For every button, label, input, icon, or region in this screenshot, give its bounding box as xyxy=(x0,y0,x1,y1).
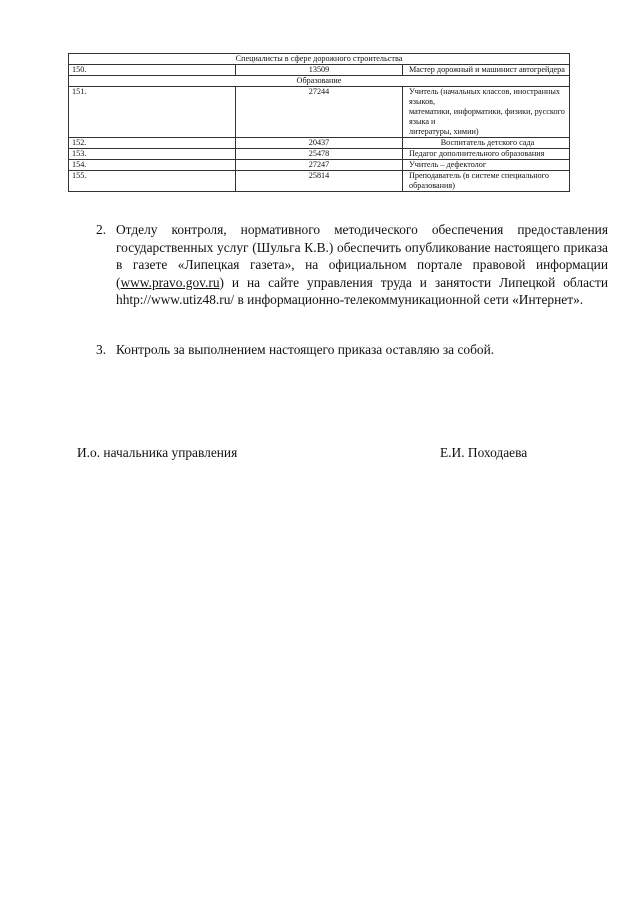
item-text xyxy=(116,221,608,309)
table-section-header xyxy=(69,54,570,65)
row-number: 151. xyxy=(69,87,236,138)
row-number: 154. xyxy=(69,160,236,171)
row-profession: Преподаватель (в системе специального образования) xyxy=(403,171,570,192)
row-number: 153. xyxy=(69,149,236,160)
profession-line: математики, информатики, физики, русского языка и xyxy=(409,107,565,126)
row-number: 152. xyxy=(69,138,236,149)
row-profession: Педагог дополнительного образования xyxy=(403,149,570,160)
item-number: 2. xyxy=(96,222,107,237)
section-title: Образование xyxy=(69,76,570,87)
professions-table xyxy=(68,53,570,192)
row-number: 155. xyxy=(69,171,236,192)
row-profession: Воспитатель детского сада xyxy=(403,138,570,149)
row-code: 27247 xyxy=(236,160,403,171)
item-text-part: ) и на сайте управления труда и занятости Липецкой области hhtp://www.utiz48.ru/ в информационно-телекоммуникационной сети «Интернет». xyxy=(116,274,608,308)
row-code: 27244 xyxy=(236,87,403,138)
row-number: 150. xyxy=(69,65,236,76)
row-profession xyxy=(403,87,570,138)
section-title: Специалисты в сфере дорожного строительства xyxy=(69,54,570,65)
pravo-link[interactable]: www.pravo.gov.ru xyxy=(120,274,220,290)
item-text: Контроль за выполнением настоящего приказа оставляю за собой. xyxy=(116,342,495,357)
row-code: 13509 xyxy=(236,65,403,76)
signatory-name: Е.И. Походаева xyxy=(440,445,528,460)
table-row xyxy=(69,171,570,192)
signatory-position: И.о. начальника управления xyxy=(77,445,238,460)
table-section-header xyxy=(69,76,570,87)
order-item-3 xyxy=(96,341,608,359)
table-row xyxy=(69,87,570,138)
table-row xyxy=(69,149,570,160)
item-text-part: Отделу контроля, нормативного методического обеспечения предоставления государственных услуг (Шульга К.В.) обеспечить опубликование настоящего приказа в газете «Липецкая газета», на официальном портале правовой информации ( xyxy=(116,222,608,290)
row-profession: Мастер дорожный и машинист автогрейдера xyxy=(403,65,570,76)
row-code: 25478 xyxy=(236,149,403,160)
row-profession: Учитель – дефектолог xyxy=(403,160,570,171)
row-code: 25814 xyxy=(236,171,403,192)
item-number: 3. xyxy=(96,342,107,357)
profession-line: Учитель (начальных классов, иностранных языков, xyxy=(409,87,560,106)
table-row xyxy=(69,65,570,76)
profession-line: литературы, химии) xyxy=(409,127,479,136)
row-code: 20437 xyxy=(236,138,403,149)
table-row xyxy=(69,160,570,171)
order-item-2 xyxy=(96,221,608,309)
table-row xyxy=(69,138,570,149)
